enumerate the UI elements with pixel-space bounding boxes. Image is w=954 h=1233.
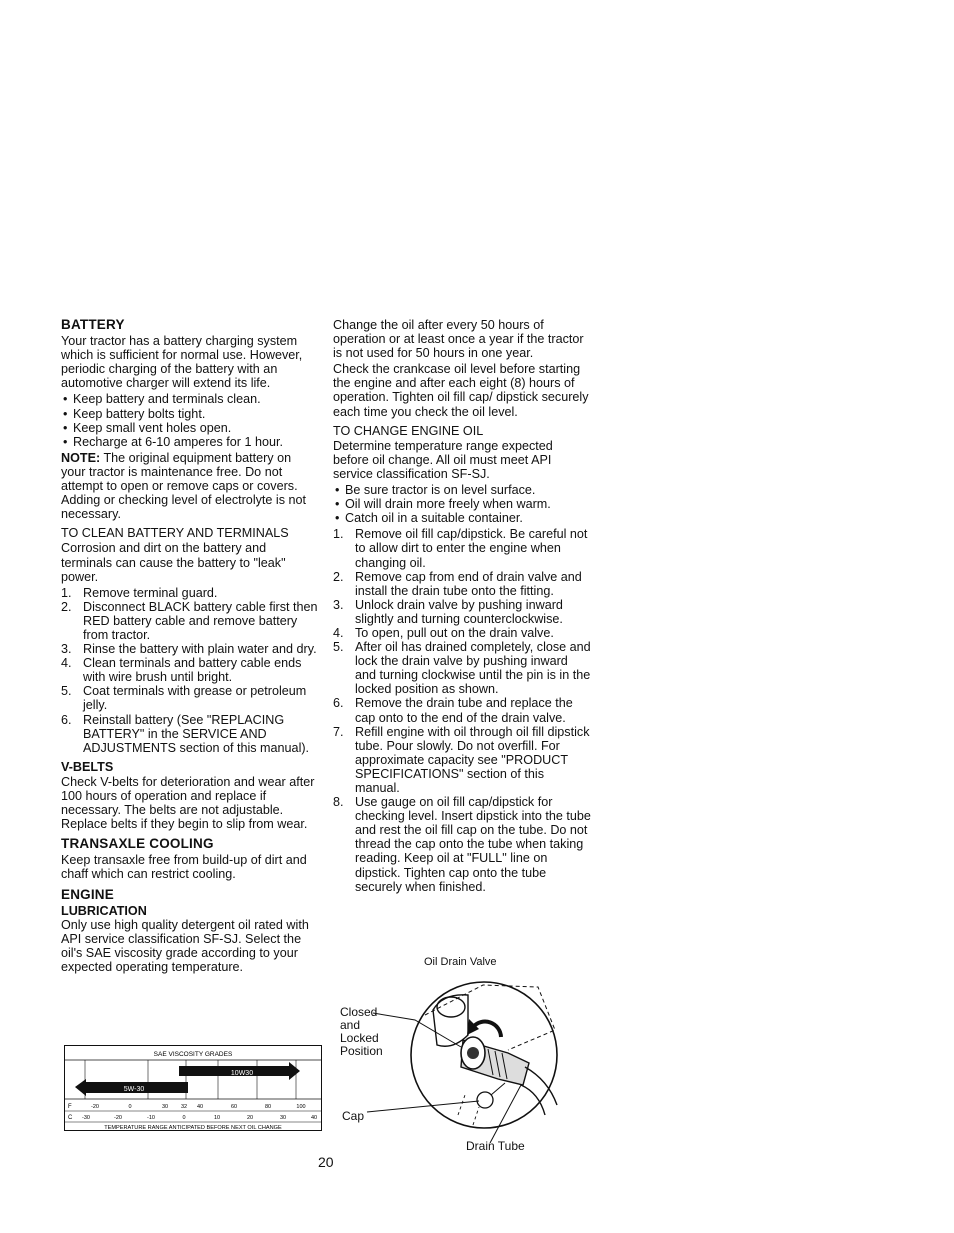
change-oil-steps [333, 527, 591, 893]
list-item: 5. After oil has drained completely, close and lock the drain valve by pushing inward and turning clockwise until the pin is in the locked position as shown. [333, 640, 591, 697]
clean-steps [61, 586, 319, 755]
list-item: • Keep battery bolts tight. [61, 407, 319, 421]
list-item: 4. To open, pull out on the drain valve. [333, 625, 554, 640]
engine-outline [425, 985, 555, 1050]
tick-label: 40 [196, 1104, 204, 1110]
list-item: 4. Clean terminals and battery cable ends with wire brush until bright. [61, 656, 302, 685]
transaxle-text: Keep transaxle free from build-up of dirt and chaff which can restrict cooling. [61, 853, 307, 882]
tick-label: 30 [161, 1104, 169, 1110]
page-number: 20 [318, 1154, 334, 1170]
tick-label: 32 [180, 1104, 188, 1110]
valve-pin [467, 1047, 479, 1059]
list-item: • Catch oil in a suitable container. [333, 511, 591, 525]
tick-label: 60 [230, 1104, 238, 1110]
list-item: 3. Rinse the battery with plain water and dry. [61, 642, 317, 657]
change-oil-heading: TO CHANGE ENGINE OIL [333, 423, 484, 438]
f-axis-label: F [68, 1104, 72, 1110]
left-column [61, 318, 319, 976]
check-text: Check the crankcase oil level before starting the engine and after each eight (8) hours of operation. Tighten oil fill cap/ dipstick securely each time you check the oil level. [333, 362, 589, 419]
list-item: • Be sure tractor is on level surface. [333, 483, 591, 497]
label-closed: Closed and Locked Position [340, 1005, 383, 1058]
battery-note [61, 451, 319, 521]
note-text: The original equipment battery on your tractor is maintenance free. Do not attempt to open or remove caps or covers. Adding or checking level of electrolyte is not necessary. [61, 450, 307, 522]
tick-label: 80 [264, 1104, 272, 1110]
list-item: • Keep battery and terminals clean. [61, 392, 319, 406]
tick-label: -30 [82, 1115, 90, 1121]
list-item: 1. Remove oil fill cap/dipstick. Be careful not to allow dirt to enter the engine when changing oil. [333, 527, 588, 570]
list-item: 6. Remove the drain tube and replace the cap onto to the end of the drain valve. [333, 696, 573, 725]
tick-label: 0 [128, 1104, 132, 1110]
list-item: 6. Reinstall battery (See "REPLACING BATTERY" in the SERVICE AND ADJUSTMENTS section of this manual). [61, 712, 310, 755]
label-cap: Cap [342, 1109, 365, 1123]
cap-chain [491, 1083, 505, 1095]
battery-heading: BATTERY [61, 317, 125, 332]
list-item: • Keep small vent holes open. [61, 421, 319, 435]
battery-bullets [61, 392, 319, 448]
list-item: 7. Refill engine with oil through oil fill dipstick tube. Pour slowly. Do not overfill. For approximate capacity see "PRODUCT SPECIFICATIONS" section of this manual. [333, 724, 590, 795]
tick-label: -10 [147, 1115, 155, 1121]
right-column [333, 318, 591, 896]
tick-label: -20 [91, 1104, 99, 1110]
cap-ring [477, 1092, 493, 1108]
grade-label-10w30: 10W30 [230, 1070, 254, 1077]
leader-closed [373, 1013, 461, 1047]
battery-intro: Your tractor has a battery charging system which is sufficient for normal use. However, periodic charging of the battery with an automotive charger will extend its life. [61, 334, 303, 391]
clean-heading: TO CLEAN BATTERY AND TERMINALS [61, 526, 289, 541]
change-oil-bullets [333, 483, 591, 525]
label-drain-tube: Drain Tube [466, 1139, 525, 1153]
tick-label: 0 [182, 1115, 186, 1121]
oil-drain-valve-illustration [333, 975, 593, 1160]
list-item: • Recharge at 6-10 amperes for 1 hour. [61, 435, 319, 449]
list-item: • Oil will drain more freely when warm. [333, 497, 591, 511]
figure-caption: Oil Drain Valve [424, 956, 497, 968]
lubrication-heading: LUBRICATION [61, 903, 147, 918]
tick-label: -20 [114, 1115, 122, 1121]
hidden-lines [458, 1095, 479, 1125]
list-item: 3. Unlock drain valve by pushing inward slightly and turning counterclockwise. [333, 597, 563, 626]
tick-label: 40 [310, 1115, 318, 1121]
tick-label: 100 [296, 1104, 306, 1110]
change-oil-intro: Determine temperature range expected before oil change. All oil must meet API service classification SF-SJ. [333, 438, 553, 481]
change-intro: Change the oil after every 50 hours of operation or at least once a year if the tractor is not used for 50 hours in one year. [333, 318, 584, 361]
c-axis-label: C [68, 1115, 73, 1121]
tick-label: 20 [246, 1115, 254, 1121]
chart-footer: TEMPERATURE RANGE ANTICIPATED BEFORE NEXT OIL CHANGE [104, 1125, 282, 1131]
tick-label: 30 [279, 1115, 287, 1121]
leader-cap [367, 1101, 479, 1112]
engine-heading: ENGINE [61, 886, 114, 902]
transaxle-heading: TRANSAXLE COOLING [61, 836, 214, 852]
list-item: 2. Disconnect BLACK battery cable first then RED battery cable and remove battery from tractor. [61, 599, 318, 642]
list-item: 2. Remove cap from end of drain valve and install the drain tube onto the fitting. [333, 569, 582, 598]
sae-viscosity-chart [64, 1045, 322, 1131]
fitting-top [437, 997, 465, 1017]
lubrication-text: Only use high quality detergent oil rated with API service classification SF-SJ. Select the oil's SAE viscosity grade according to your expected operating temperature. [61, 917, 309, 975]
clean-intro: Corrosion and dirt on the battery and terminals can cause the battery to "leak" power. [61, 541, 286, 584]
list-item: 8. Use gauge on oil fill cap/dipstick for checking level. Insert dipstick into the tube and rest the oil fill cap on the tube. Do not thread the cap onto the tube when taking reading. Keep oil at "FULL" line on dipstick. Tighten cap onto the tube securely when finished. [333, 795, 591, 894]
note-label: NOTE: [61, 450, 101, 465]
list-item: 1. Remove terminal guard. [61, 585, 218, 600]
tick-label: 10 [213, 1115, 221, 1121]
vbelts-heading: V-BELTS [61, 759, 114, 774]
list-item: 5. Coat terminals with grease or petroleum jelly. [61, 684, 307, 713]
leader-tube [490, 1085, 521, 1143]
vbelts-text: Check V-belts for deterioration and wear after 100 hours of operation and replace if necessary. The belts are not adjustable. Replace belts if they begin to slip from wear. [61, 774, 315, 832]
grade-label-5w30: 5W-30 [123, 1086, 145, 1093]
chart-title: SAE VISCOSITY GRADES [153, 1051, 233, 1058]
